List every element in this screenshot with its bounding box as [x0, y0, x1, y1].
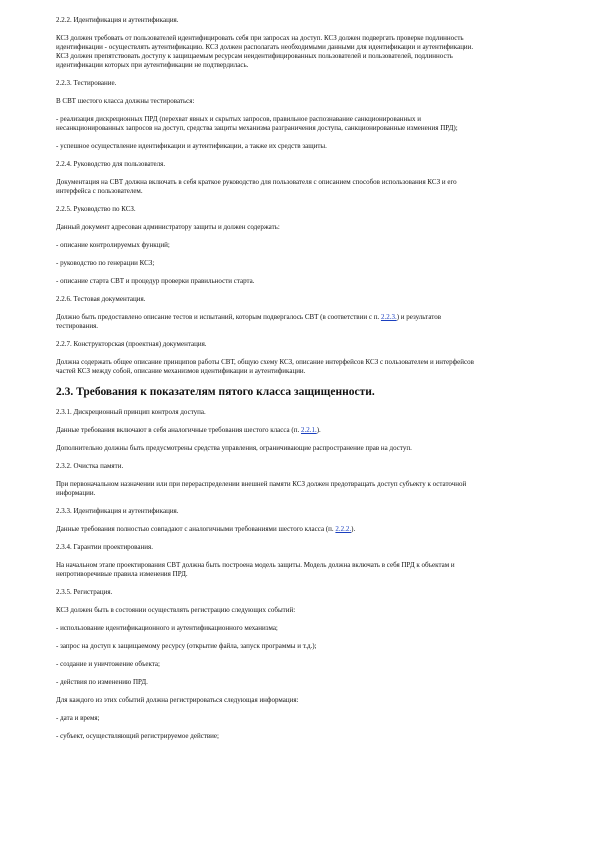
section-heading-2-2-2: 2.2.2. Идентификация и аутентификация. [56, 16, 179, 24]
list-item: - использование идентификационного и аутентификационного механизма; [56, 624, 278, 632]
text-line: идентификации - осуществлять аутентификацию. КСЗ должен располагать необходимыми данными для идентификации и аутентификации. [56, 43, 474, 51]
paragraph-testing-intro: В СВТ шестого класса должны тестироваться: [56, 97, 195, 105]
text-line: На начальном этапе проектирования СВТ должна быть построена модель защиты. Модель должна включать в себя ПРД к объектам и [56, 561, 455, 569]
text-line: Документация на СВТ должна включать в себя краткое руководство для пользователя с описанием способов использования КСЗ и его [56, 178, 457, 186]
text-segment: Должно быть предоставлено описание тестов и испытаний, которым подвергалось СВТ (в соответствии с п. [56, 313, 381, 321]
text-line: Должна содержать общее описание принципов работы СВТ, общую схему КСЗ, описание интерфейсов КСЗ с пользователем и интерфейсов [56, 358, 474, 366]
list-item [56, 115, 559, 133]
section-heading-2-3-1: 2.3.1. Дискреционный принцип контроля доступа. [56, 408, 206, 416]
section-heading-2-3-5: 2.3.5. Регистрация. [56, 588, 113, 596]
text-line: - реализация дискреционных ПРД (перехват явных и скрытых запросов, правильное распознавание санкционированных и [56, 115, 421, 123]
list-item: - субъект, осуществляющий регистрируемое действие; [56, 732, 219, 740]
link-2-2-1[interactable]: 2.2.1. [300, 426, 317, 434]
paragraph-admin-guide: Данный документ адресован администратору защиты и должен содержать: [56, 223, 280, 231]
paragraph-identification [56, 34, 559, 70]
link-2-2-2[interactable]: 2.2.2. [335, 525, 352, 533]
text-line: непротиворечивые правила изменения ПРД. [56, 570, 188, 578]
paragraph-registration-info: Для каждого из этих событий должна регистрироваться следующая информация: [56, 696, 299, 704]
list-item: - руководство по генерации КСЗ; [56, 259, 155, 267]
text-line: частей КСЗ между собой, описание механизмов идентификации и аутентификации. [56, 367, 306, 375]
section-title-2-3: 2.3. Требования к показателям пятого класса защищенности. [56, 386, 375, 398]
list-item: - описание старта СВТ и процедур проверки правильности старта. [56, 277, 255, 285]
section-heading-2-2-5: 2.2.5. Руководство по КСЗ. [56, 205, 136, 213]
paragraph-memory-clearing [56, 480, 559, 498]
section-heading-2-2-6: 2.2.6. Тестовая документация. [56, 295, 146, 303]
section-heading-2-2-3: 2.2.3. Тестирование. [56, 79, 117, 87]
list-item: - успешное осуществление идентификации и аутентификации, а также их средств защиты. [56, 142, 327, 150]
text-segment: ). [351, 525, 356, 533]
link-2-2-3[interactable]: 2.2.3. [380, 313, 397, 321]
text-line: интерфейса с пользователем. [56, 187, 143, 195]
text-line: тестирования. [56, 322, 99, 330]
paragraph-identification-5 [56, 525, 559, 534]
section-heading-2-2-4: 2.2.4. Руководство для пользователя. [56, 160, 166, 168]
list-item: - дата и время; [56, 714, 100, 722]
text-segment: Данные требования включают в себя аналогичные требования шестого класса (п. [56, 426, 301, 434]
section-heading-2-3-3: 2.3.3. Идентификация и аутентификация. [56, 507, 179, 515]
list-item: - действия по изменению ПРД. [56, 678, 148, 686]
paragraph-design-guarantees [56, 561, 559, 579]
text-line: При первоначальном назначении или при перераспределении внешней памяти КСЗ должен предотвращать доступ субъекту к остаточной [56, 480, 467, 488]
paragraph-additional-controls: Дополнительно должны быть предусмотрены средства управления, ограничивающие распространение прав на доступ. [56, 444, 412, 452]
paragraph-registration-intro: КСЗ должен быть в состоянии осуществлять регистрацию следующих событий: [56, 606, 296, 614]
section-heading-2-2-7: 2.2.7. Конструкторская (проектная) документация. [56, 340, 207, 348]
text-line: несанкционированных запросов на доступ, средства защиты механизма разграничения доступа, санкционированные изменения ПРД); [56, 124, 458, 132]
paragraph-test-docs [56, 313, 559, 331]
paragraph-discretionary [56, 426, 559, 435]
list-item: - описание контролируемых функций; [56, 241, 170, 249]
text-line: идентификации которых при аутентификации не подтвердилась. [56, 61, 249, 69]
text-line: КСЗ должен препятствовать доступу к защищаемым ресурсам неидентифицированных пользователей и пользователей, подлинность [56, 52, 453, 60]
list-item: - запрос на доступ к защищаемому ресурсу (открытие файла, запуск программы и т.д.); [56, 642, 317, 650]
text-line: информации. [56, 489, 96, 497]
text-segment: ). [316, 426, 321, 434]
section-heading-2-3-2: 2.3.2. Очистка памяти. [56, 462, 124, 470]
paragraph-design-docs [56, 358, 559, 376]
text-line: КСЗ должен требовать от пользователей идентифицировать себя при запросах на доступ. КСЗ должен подвергать проверке подлинность [56, 34, 464, 42]
text-segment: ) и результатов [396, 313, 442, 321]
list-item: - создание и уничтожение объекта; [56, 660, 160, 668]
paragraph-user-guide [56, 178, 559, 196]
section-heading-2-3-4: 2.3.4. Гарантии проектирования. [56, 543, 153, 551]
text-segment: Данные требования полностью совпадают с аналогичными требованиями шестого класса (п. [56, 525, 336, 533]
